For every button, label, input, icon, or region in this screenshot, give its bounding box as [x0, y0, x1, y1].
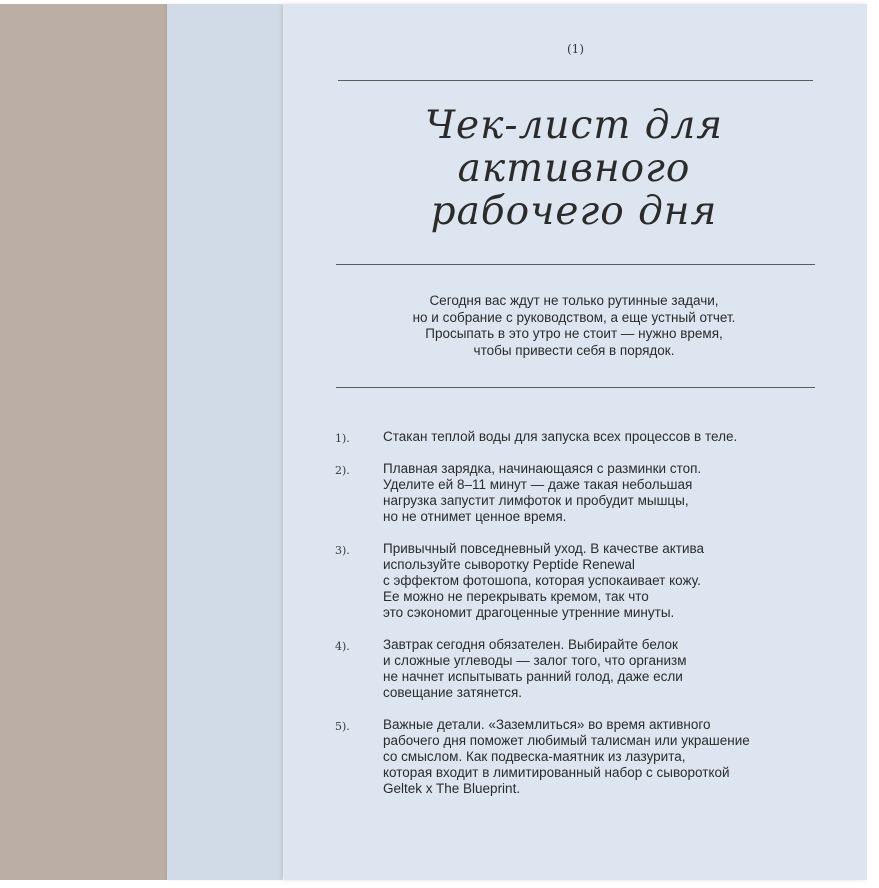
list-item-line: не начнет испытывать ранний голод, даже если	[383, 669, 683, 684]
list-item-line: и сложные углеводы — залог того, что организм	[383, 653, 687, 668]
divider-middle	[336, 264, 815, 265]
middle-background-panel	[167, 4, 283, 880]
list-item-text	[383, 461, 823, 525]
list-item-line: используйте сыворотку Peptide Renewal	[383, 557, 635, 572]
list-item-line: это сэкономит драгоценные утренние минуты.	[383, 605, 675, 620]
list-item-line: Стакан теплой воды для запуска всех процессов в теле.	[383, 429, 738, 444]
list-item-line: нагрузка запустит лимфоток и пробудит мышцы,	[383, 493, 689, 508]
list-item-line: Привычный повседневный уход. В качестве актива	[383, 541, 705, 556]
divider-top	[338, 80, 813, 81]
list-item-line: Завтрак сегодня обязателен. Выбирайте белок	[383, 637, 678, 652]
list-item-line: рабочего дня поможет любимый талисман или украшение	[383, 733, 750, 748]
left-background-panel	[0, 4, 167, 880]
list-item-line: Важные детали. «Заземлиться» во время активного	[383, 717, 711, 732]
list-item-number: 1).	[335, 432, 350, 445]
page-title	[324, 104, 824, 233]
list-item-text	[383, 541, 823, 621]
list-item-line: со смыслом. Как подвеска-маятник из лазурита,	[383, 749, 686, 764]
list-item-text	[383, 429, 823, 445]
checklist-page	[284, 4, 867, 880]
title-line: Чек-лист для	[424, 103, 724, 148]
intro-line: чтобы привести себя в порядок.	[473, 342, 675, 358]
list-item-line: которая входит в лимитированный набор с сывороткой	[383, 765, 730, 780]
page-number: (1)	[567, 42, 584, 56]
list-item-number: 2).	[335, 464, 350, 477]
intro-line: Сегодня вас ждут не только рутинные задачи,	[429, 293, 719, 308]
title-line: активного	[457, 146, 691, 191]
list-item-line: совещание затянется.	[383, 685, 523, 700]
list-item-line: Geltek x The Blueprint.	[383, 781, 521, 796]
list-item-number: 4).	[335, 640, 350, 653]
list-item-line: с эффектом фотошопа, которая успокаивает кожу.	[383, 573, 701, 588]
list-item-line: Уделите ей 8–11 минут — даже такая небольшая	[383, 477, 693, 492]
title-line: рабочего дня	[430, 189, 718, 234]
intro-line: Просыпать в это утро не стоит — нужно время,	[425, 326, 723, 341]
list-item-text	[383, 637, 823, 701]
list-item-line: Ее можно не перекрывать кремом, так что	[383, 589, 649, 604]
list-item-text	[383, 717, 823, 797]
list-item-number: 5).	[335, 720, 350, 733]
intro-paragraph	[344, 293, 804, 359]
list-item-line: но не отнимет ценное время.	[383, 509, 567, 524]
intro-line: но и собрание с руководством, а еще устный отчет.	[412, 309, 736, 325]
list-item-number: 3).	[335, 544, 350, 557]
list-item-line: Плавная зарядка, начинающаяся с разминки стоп.	[383, 461, 702, 476]
divider-bottom	[336, 387, 815, 388]
